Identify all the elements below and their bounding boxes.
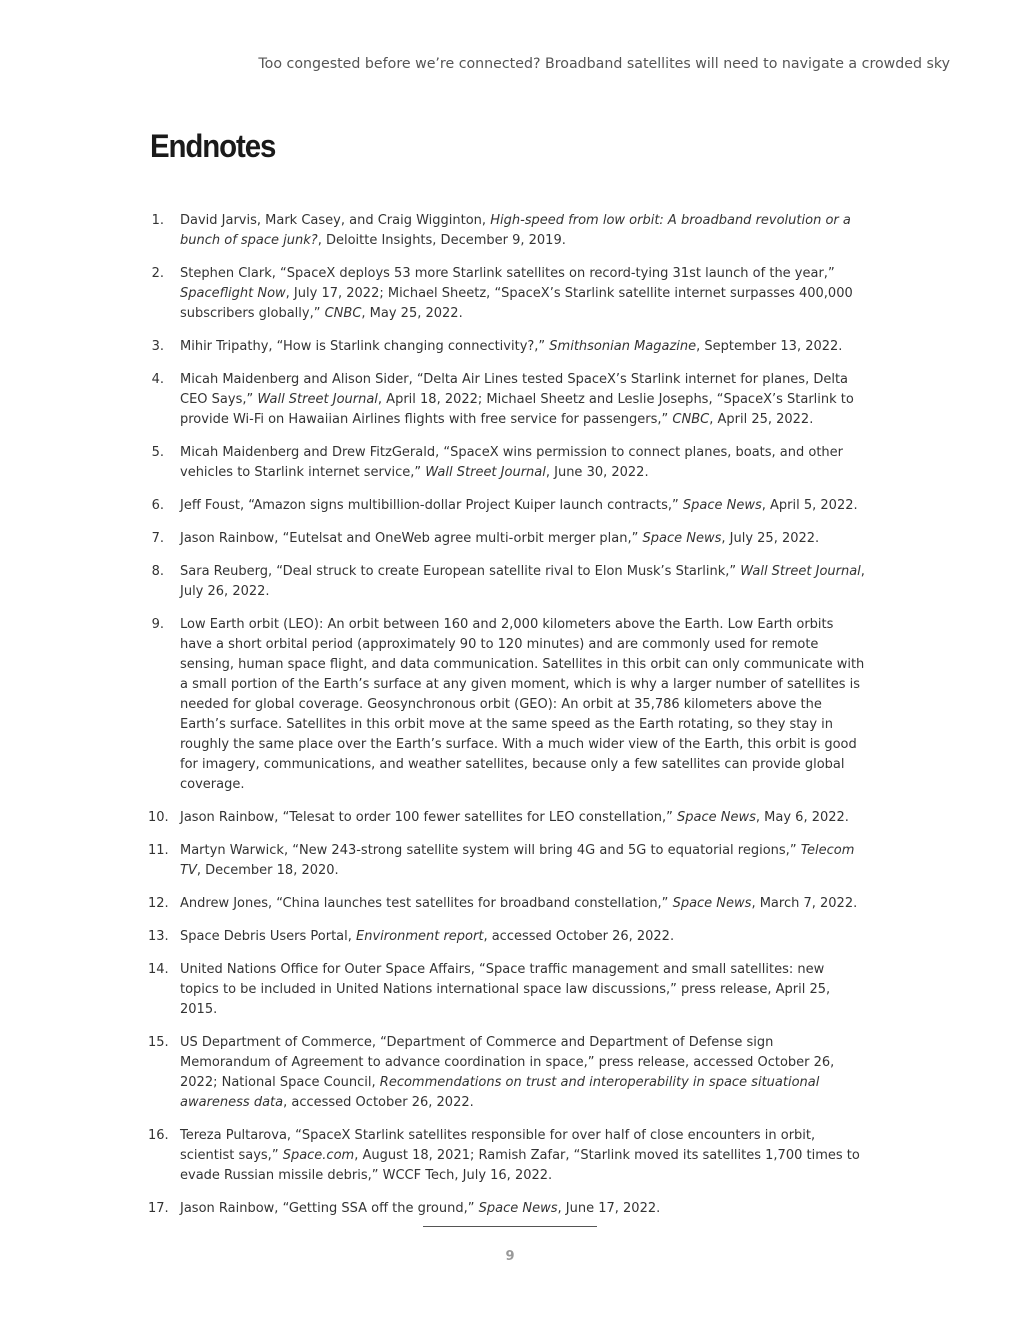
endnote-source-title: Space News [478, 1201, 558, 1216]
endnote-text [180, 564, 865, 599]
endnote-text [180, 339, 842, 354]
endnote-text-segment: David Jarvis, Mark Casey, and Craig Wigginton, [180, 213, 491, 228]
endnote-text-segment: , May 25, 2022. [361, 306, 463, 321]
endnote-source-title: CNBC [324, 306, 362, 321]
endnote-text-segment: Jeff Foust, “Amazon signs multibillion-dollar Project Kuiper launch contracts,” [180, 498, 683, 513]
endnote-text-segment: , May 6, 2022. [755, 810, 849, 825]
endnote-number: 5. [151, 445, 164, 460]
endnote-number: 15. [148, 1035, 169, 1050]
endnote-source-title: CNBC [672, 412, 710, 427]
endnote-text [180, 266, 853, 321]
endnote-item [150, 496, 866, 516]
endnote-number: 1. [151, 213, 164, 228]
endnote-item [150, 1199, 866, 1219]
endnote-item [150, 562, 866, 602]
endnote-text-segment: Jason Rainbow, “Getting SSA off the ground,” [180, 1201, 479, 1216]
endnote-text-segment: Jason Rainbow, “Telesat to order 100 fewer satellites for LEO constellation,” [180, 810, 678, 825]
endnote-text-segment: , April 25, 2022. [709, 412, 814, 427]
endnote-number: 12. [148, 896, 169, 911]
endnote-text [180, 1035, 834, 1110]
endnote-source-title: Spaceflight Now [180, 286, 286, 301]
endnote-number: 17. [148, 1201, 169, 1216]
endnote-source-title: High-speed from low orbit: A broadband revolution or a bunch of space junk? [180, 213, 851, 248]
endnote-source-title: Wall Street Journal [740, 564, 861, 579]
endnote-text-segment: , December 18, 2020. [196, 863, 339, 878]
endnote-text-segment: Micah Maidenberg and Drew FitzGerald, “SpaceX wins permission to connect planes, boats, and other vehicles to Starlink internet service,” [180, 445, 844, 480]
endnote-text [180, 498, 858, 513]
endnote-text-segment: Andrew Jones, “China launches test satellites for broadband constellation,” [180, 896, 673, 911]
endnote-text-segment: , June 17, 2022. [557, 1201, 661, 1216]
endnote-text [180, 531, 819, 546]
endnote-item [150, 894, 866, 914]
endnote-text-segment: , July 25, 2022. [721, 531, 820, 546]
endnote-text [180, 617, 864, 792]
endnote-text [180, 929, 674, 944]
endnote-text-segment: , August 18, 2021; Ramish Zafar, “Starlink moved its satellites 1,700 times to evade Russian missile debris,” WCCF Tech, July 16, 2022. [180, 1148, 860, 1183]
endnote-number: 10. [148, 810, 169, 825]
endnote-number: 4. [151, 372, 164, 387]
endnote-text [180, 843, 854, 878]
endnote-number: 3. [151, 339, 164, 354]
endnote-item [150, 337, 866, 357]
endnote-item [150, 960, 866, 1020]
endnote-source-title: Space News [682, 498, 762, 513]
endnote-source-title: Space News [642, 531, 722, 546]
endnote-source-title: Wall Street Journal [257, 392, 378, 407]
endnote-item [150, 370, 866, 430]
endnote-item [150, 1033, 866, 1113]
endnote-source-title: Space News [677, 810, 756, 825]
endnote-source-title: Smithsonian Magazine [549, 339, 697, 354]
endnote-text [180, 372, 854, 427]
endnote-number: 6. [151, 498, 164, 513]
endnote-item [150, 841, 866, 881]
endnote-source-title: Environment report [356, 929, 484, 944]
endnote-number: 11. [148, 843, 169, 858]
endnote-text [180, 810, 849, 825]
endnote-text-segment: Micah Maidenberg and Alison Sider, “Delta Air Lines tested SpaceX’s Starlink internet for planes, Delta CEO Says,” [180, 372, 849, 407]
endnote-source-title: Recommendations on trust and interoperability in space situational awareness data [180, 1075, 820, 1110]
endnote-text-segment: , March 7, 2022. [751, 896, 858, 911]
endnote-text [180, 1128, 860, 1183]
endnote-text-segment: , accessed October 26, 2022. [483, 929, 675, 944]
footer-divider [423, 1226, 597, 1227]
endnote-text-segment: , April 5, 2022. [761, 498, 858, 513]
endnote-number: 2. [151, 266, 164, 281]
page-title: Endnotes [150, 128, 276, 164]
endnote-number: 7. [151, 531, 164, 546]
endnote-item [150, 615, 866, 795]
endnote-text [180, 213, 851, 248]
endnote-item [150, 1126, 866, 1186]
endnote-source-title: Telecom TV [180, 843, 855, 878]
endnote-text [180, 1201, 660, 1216]
endnote-text-segment: Mihir Tripathy, “How is Starlink changing connectivity?,” [180, 339, 550, 354]
endnote-number: 13. [148, 929, 169, 944]
endnote-text-segment: , June 30, 2022. [545, 465, 649, 480]
running-header: Too congested before we’re connected? Broadband satellites will need to navigate a crowded sky [258, 56, 950, 72]
endnote-text-segment: , Deloitte Insights, December 9, 2019. [317, 233, 566, 248]
endnotes-list [150, 211, 866, 1232]
endnote-item [150, 264, 866, 324]
endnote-text-segment: Tereza Pultarova, “SpaceX Starlink satellites responsible for over half of close encounters in orbit, scientist says,” [180, 1128, 816, 1163]
endnote-text-segment: , July 26, 2022. [180, 564, 865, 599]
endnote-text-segment: , April 18, 2022; Michael Sheetz and Leslie Josephs, “SpaceX’s Starlink to provide Wi-Fi on Hawaiian Airlines flights with free service for passengers,” [180, 392, 854, 427]
endnote-number: 14. [148, 962, 169, 977]
endnote-source-title: Space News [672, 896, 752, 911]
endnote-item [150, 927, 866, 947]
endnote-item [150, 211, 866, 251]
endnote-text-segment: , accessed October 26, 2022. [283, 1095, 474, 1110]
endnote-text-segment: United Nations Office for Outer Space Affairs, “Space traffic management and small satellites: new topics to be included in United Nations international space law discussions,” press release, April 25, 2015. [180, 962, 831, 1017]
endnote-text-segment: Martyn Warwick, “New 243-strong satellite system will bring 4G and 5G to equatorial regions,” [180, 843, 801, 858]
endnote-text-segment: Jason Rainbow, “Eutelsat and OneWeb agree multi-orbit merger plan,” [180, 531, 643, 546]
endnote-source-title: Wall Street Journal [425, 465, 546, 480]
endnote-text [180, 896, 857, 911]
endnote-text-segment: Sara Reuberg, “Deal struck to create European satellite rival to Elon Musk’s Starlink,” [180, 564, 741, 579]
endnote-text-segment: , September 13, 2022. [696, 339, 843, 354]
endnote-item [150, 808, 866, 828]
endnote-item [150, 443, 866, 483]
endnote-text-segment: US Department of Commerce, “Department of Commerce and Department of Defense sign Memorandum of Agreement to advance coordination in space,” press release, accessed October 26, 2022; National Space Council, [180, 1035, 835, 1090]
endnote-number: 16. [148, 1128, 169, 1143]
endnote-text-segment: Space Debris Users Portal, [180, 929, 357, 944]
endnote-text [180, 962, 830, 1017]
endnote-text [180, 445, 843, 480]
endnote-number: 9. [151, 617, 164, 632]
endnote-text-segment: Stephen Clark, “SpaceX deploys 53 more Starlink satellites on record-tying 31st launch of the year,” [180, 266, 835, 281]
endnote-source-title: Space.com [282, 1148, 355, 1163]
endnote-text-segment: Low Earth orbit (LEO): An orbit between 160 and 2,000 kilometers above the Earth. Low Earth orbits have a short orbital period (approximately 90 to 120 minutes) and are commonly used for remote sensing, human space flight, and data communication. Satellites in this orbit can only communicate with a small portion of the Earth’s surface at any given moment, which is why a larger number of satellites is needed for global coverage. Geosynchronous orbit (GEO): An orbit at 35,786 kilometers above the Earth’s surface. Satellites in this orbit move at the same speed as the Earth rotating, so they stay in roughly the same place over the Earth’s surface. With a much wider view of the Earth, this orbit is good for imagery, communications, and weather satellites, because only a few satellites can provide global coverage. [180, 617, 865, 792]
page-number: 9 [505, 1249, 515, 1264]
endnote-number: 8. [151, 564, 164, 579]
endnote-item [150, 529, 866, 549]
endnote-text-segment: , July 17, 2022; Michael Sheetz, “SpaceX’s Starlink satellite internet surpasses 400,000 subscribers globally,” [180, 286, 853, 321]
